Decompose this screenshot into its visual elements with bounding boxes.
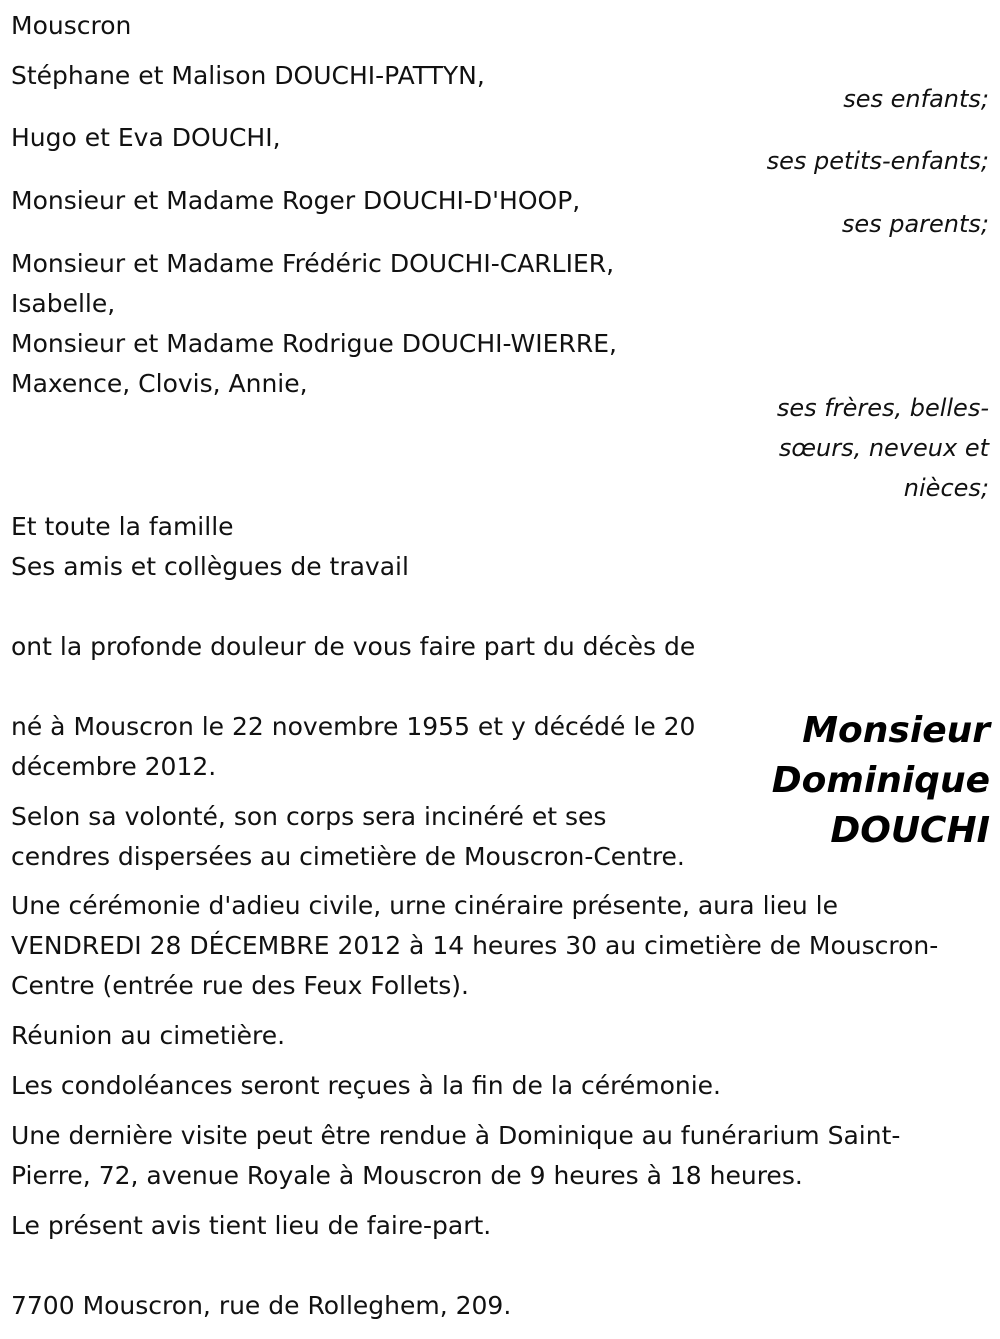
deceased-first-name: Dominique (771, 760, 990, 801)
relation-children: ses enfants; (843, 85, 989, 113)
address-text: 7700 Mouscron, rue de Rolleghem, 209. (11, 1291, 512, 1320)
visit-line-2: Pierre, 72, avenue Royale à Mouscron de 9 heures à 18 heures. (11, 1161, 803, 1190)
family-line-sibling-1: Monsieur et Madame Frédéric DOUCHI-CARLIER, (11, 249, 615, 278)
birth-death-line-2: décembre 2012. (11, 752, 217, 781)
family-line-sibling-4: Maxence, Clovis, Annie, (11, 369, 308, 398)
relation-parents: ses parents; (841, 210, 989, 238)
birth-death-line-1: né à Mouscron le 22 novembre 1955 et y décédé le 20 (11, 712, 696, 741)
announcement-text: ont la profonde douleur de vous faire part du décès de (11, 632, 696, 661)
family-line-sibling-3: Monsieur et Madame Rodrigue DOUCHI-WIERRE, (11, 329, 617, 358)
ceremony-line-3: Centre (entrée rue des Feux Follets). (11, 971, 469, 1000)
deceased-title: Monsieur (802, 710, 990, 751)
family-line-grandchildren: Hugo et Eva DOUCHI, (11, 123, 281, 152)
notice-text: Le présent avis tient lieu de faire-part. (11, 1211, 492, 1240)
cremation-line-1: Selon sa volonté, son corps sera incinéré et ses (11, 802, 607, 831)
family-line-sibling-2: Isabelle, (11, 289, 116, 318)
ceremony-line-1: Une cérémonie d'adieu civile, urne cinéraire présente, aura lieu le (11, 891, 838, 920)
deceased-name (772, 706, 990, 856)
family-general-line-1: Et toute la famille (11, 512, 234, 541)
deceased-last-name: DOUCHI (830, 810, 990, 851)
relation-siblings-line-2: sœurs, neveux et (778, 434, 989, 462)
family-line-children: Stéphane et Malison DOUCHI-PATTYN, (11, 61, 485, 90)
relation-siblings-line-3: nièces; (903, 474, 989, 502)
condolences-text: Les condoléances seront reçues à la fin de la cérémonie. (11, 1071, 721, 1100)
visit-line-1: Une dernière visite peut être rendue à Dominique au funérarium Saint- (11, 1121, 901, 1150)
cremation-line-2: cendres dispersées au cimetière de Mouscron-Centre. (11, 842, 685, 871)
meeting-text: Réunion au cimetière. (11, 1021, 286, 1050)
relation-siblings-line-1: ses frères, belles- (776, 394, 989, 422)
family-line-parents: Monsieur et Madame Roger DOUCHI-D'HOOP, (11, 186, 581, 215)
ceremony-line-2: VENDREDI 28 DÉCEMBRE 2012 à 14 heures 30 au cimetière de Mouscron- (11, 931, 939, 960)
city-heading: Mouscron (11, 11, 132, 40)
family-general-line-2: Ses amis et collègues de travail (11, 552, 409, 581)
relation-grandchildren: ses petits-enfants; (766, 147, 989, 175)
